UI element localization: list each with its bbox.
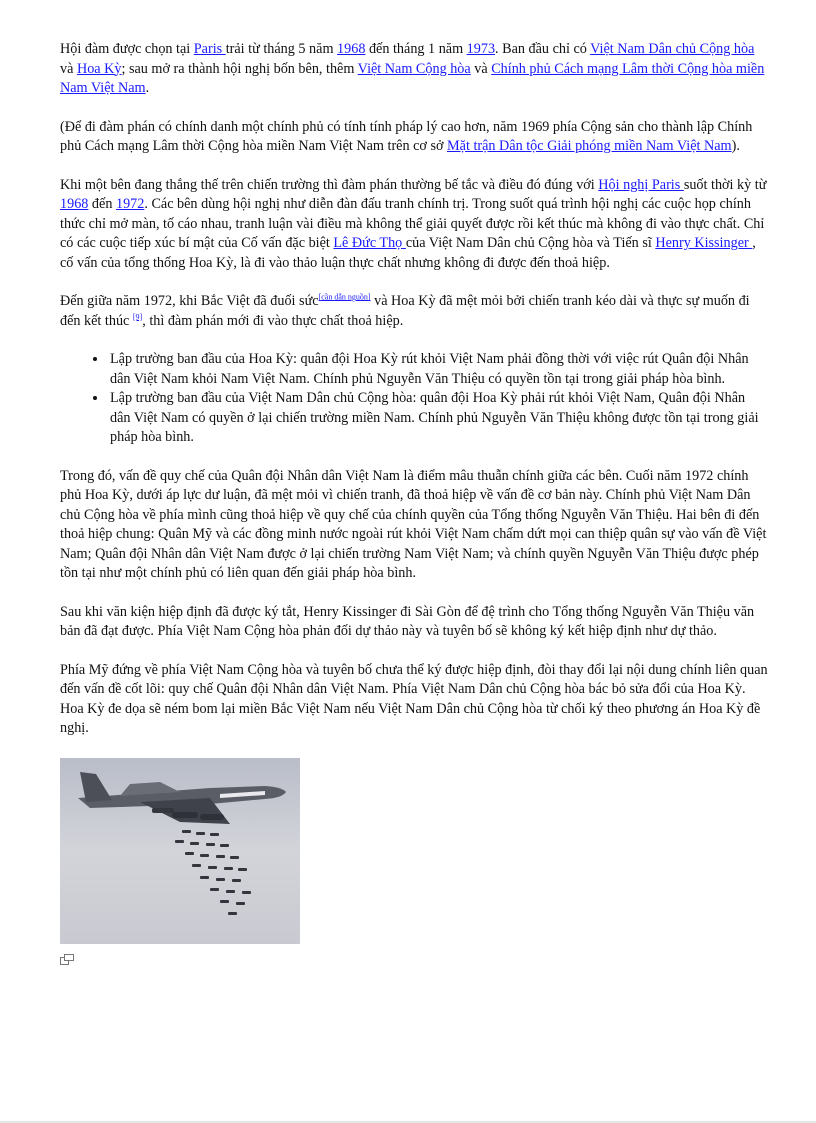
citation-needed-link[interactable]: [cần dẫn nguồn] bbox=[318, 292, 371, 302]
link-vndcch[interactable]: Việt Nam Dân chủ Cộng hòa bbox=[590, 41, 755, 57]
link-mttdt[interactable]: Mặt trận Dân tộc Giải phóng miền Nam Việt Nam bbox=[447, 138, 732, 154]
link-paris[interactable]: Paris bbox=[193, 41, 226, 57]
link-cpcm[interactable]: Chính phủ Cách mạng Lâm thời Cộng hòa miền Nam Việt Nam bbox=[60, 60, 765, 96]
link-hoa-ky[interactable]: Hoa Kỳ bbox=[76, 60, 122, 77]
paragraph-1: Hội đàm được chọn tại Paris trải từ tháng 5 năm 1968 đến tháng 1 năm 1973. Ban đầu chỉ có Việt Nam Dân chủ Cộng hòa và Hoa Kỳ; sau mở ra thành hội nghị bốn bên, thêm Việt Nam Cộng hòa và Chính phủ Cách mạng Lâm thời Cộng hòa miền Nam Việt Nam. bbox=[60, 41, 765, 96]
paragraph-4: Đến giữa năm 1972, khi Bắc Việt đã đuối sức[cần dẫn nguồn] và Hoa Kỳ đã mệt mỏi bởi chiến tranh kéo dài và thực sự muốn đi đến kết thúc [9], thì đàm phán mới đi vào thực chất thoả hiệp. bbox=[60, 292, 750, 329]
list-item: • Lập trường ban đầu của Việt Nam Dân chủ Cộng hòa: quân đội Hoa Kỳ phải rút khỏi Việt Nam, Quân đội Nhân dân Việt Nam có quyền ở lại chiến trường miền Nam. Chính phủ Nguyễn Văn Thiệu không được tồn tại trong giải pháp hòa bình. bbox=[108, 389, 768, 448]
paragraph-6: Sau khi văn kiện hiệp định đã được ký tắt, Henry Kissinger đi Sài Gòn để đệ trình cho Tổng thống Nguyễn Văn Thiệu văn bản đã đạt được. Phía Việt Nam Cộng hòa phản đối dự thảo này và tuyên bố sẽ không ký kết hiệp định như dự thảo. bbox=[60, 603, 755, 639]
link-henry-kissinger[interactable]: Henry Kissinger bbox=[655, 235, 753, 251]
link-le-duc-tho[interactable]: Lê Đức Thọ bbox=[333, 235, 406, 251]
enlarge-icon[interactable] bbox=[60, 952, 768, 972]
bomber-illustration bbox=[60, 758, 300, 944]
position-list bbox=[60, 350, 768, 448]
link-1973[interactable]: 1973 bbox=[466, 41, 496, 57]
article-body bbox=[60, 40, 768, 971]
footnote-9-link[interactable]: [9] bbox=[132, 311, 143, 321]
link-1968[interactable]: 1968 bbox=[337, 41, 366, 57]
link-hoi-nghi-paris[interactable]: Hội nghị Paris bbox=[598, 176, 684, 193]
paragraph-7: Phía Mỹ đứng về phía Việt Nam Cộng hòa và tuyên bố chưa thể ký được hiệp định, đòi thay đổi lại nội dung chính liên quan đến vấn đề cốt lõi: quy chế Quân đội Nhân dân Việt Nam. Phía Việt Nam Dân chủ Cộng hòa bác bỏ sửa đổi của Hoa Kỳ. Hoa Kỳ đe dọa sẽ ném bom lại miền Bắc Việt Nam nếu Việt Nam Dân chủ Cộng hòa từ chối ký theo phương án Hoa Kỳ đề nghị. bbox=[60, 661, 768, 736]
paragraph-2: (Để đi đàm phán có chính danh một chính phủ có tính tính pháp lý cao hơn, năm 1969 phía Cộng sản cho thành lập Chính phủ Cách mạng Lâm thời Cộng hòa miền Nam Việt Nam trên cơ sở Mặt trận Dân tộc Giải phóng miền Nam Việt Nam). bbox=[60, 118, 753, 154]
paragraph-5: Trong đó, vấn đề quy chế của Quân đội Nhân dân Việt Nam là điểm mâu thuẫn chính giữa các bên. Cuối năm 1972 chính phủ Hoa Kỳ, dưới áp lực dư luận, đã mệt mỏi vì chiến tranh, đã thoả hiệp về vấn đề cơ bản này. Chính phủ Việt Nam Dân chủ Cộng hòa về phía mình cũng thoả hiệp về quy chế của chính quyền của Tổng thống Nguyễn Văn Thiệu. Hai bên đi đến thoả hiệp chung: Quân Mỹ và các đồng minh nước ngoài rút khỏi Việt Nam chấm dứt mọi can thiệp quân sự vào vấn đề Việt Nam; Quân đội Nhân dân Việt Nam được ở lại chiến trường Nam Việt Nam; và chính quyền Nguyễn Văn Thiệu được phép tồn tại như một chính phủ có liên quan đến giải pháp hòa bình. bbox=[60, 467, 767, 581]
list-item: • Lập trường ban đầu của Hoa Kỳ: quân đội Hoa Kỳ rút khỏi Việt Nam phải đồng thời với việc rút Quân đội Nhân dân Việt Nam khỏi Nam Việt Nam. Chính phủ Nguyễn Văn Thiệu có quyền tồn tại trong giải pháp hòa bình. bbox=[108, 350, 768, 389]
link-vnch[interactable]: Việt Nam Cộng hòa bbox=[357, 60, 471, 77]
paragraph-3: Khi một bên đang thắng thế trên chiến trường thì đàm phán thường bế tắc và điều đó đúng với Hội nghị Paris suốt thời kỳ từ 1968 đến 1972. Các bên dùng hội nghị như diễn đàn đấu tranh chính trị. Trong suốt quá trình hội nghị các cuộc họp chính thức chỉ mở màn, tố cáo nhau, tranh luận vài điều mà không thể giải quyết được rồi kết thúc mà không đi vào thực chất. Chỉ có các cuộc tiếp xúc bí mật của Cố vấn đặc biệt Lê Đức Thọ của Việt Nam Dân chủ Cộng hòa và Tiến sĩ Henry Kissinger , cố vấn của tổng thống Hoa Kỳ, là đi vào thảo luận thực chất nhưng không đi được đến thoả hiệp. bbox=[60, 176, 767, 271]
b52-bombing-photo[interactable] bbox=[60, 758, 300, 944]
link-1972[interactable]: 1972 bbox=[115, 196, 145, 212]
link-1968-b[interactable]: 1968 bbox=[60, 196, 89, 212]
